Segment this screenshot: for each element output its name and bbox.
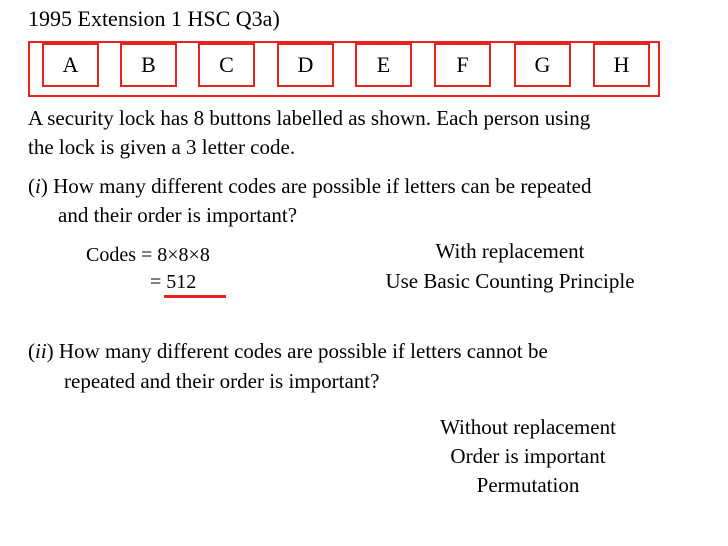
part-i-note-line-1: With replacement xyxy=(435,239,585,263)
part-i-note-line-2: Use Basic Counting Principle xyxy=(385,269,635,293)
lock-button-h[interactable]: H xyxy=(593,43,650,87)
lock-button-e[interactable]: E xyxy=(355,43,412,87)
part-ii-note-line-3: Permutation xyxy=(476,473,580,497)
part-ii-note-line-1: Without replacement xyxy=(440,415,616,439)
part-ii-question-text: How many different codes are possible if letters cannot be xyxy=(53,339,548,363)
page-title: 1995 Extension 1 HSC Q3a) xyxy=(28,6,280,31)
part-i-question-text: How many different codes are possible if letters can be repeated xyxy=(47,174,592,198)
lock-button-g[interactable]: G xyxy=(514,43,571,87)
part-ii-note-line-2: Order is important xyxy=(450,444,606,468)
answer-underline xyxy=(164,295,226,298)
intro-line-2: the lock is given a 3 letter code. xyxy=(28,135,296,159)
part-i-label: i xyxy=(35,174,41,198)
part-ii-label: ii xyxy=(35,339,47,363)
lock-button-a[interactable]: A xyxy=(42,43,99,87)
part-ii-question-line-1: (ii) How many different codes are possible if letters cannot be xyxy=(28,339,548,363)
lock-button-b[interactable]: B xyxy=(120,43,177,87)
part-i-question-line-1: (i) How many different codes are possible if letters can be repeated xyxy=(28,174,592,198)
part-i-working-line-1: Codes = 8×8×8 xyxy=(86,244,210,266)
lock-button-f[interactable]: F xyxy=(434,43,491,87)
part-i-answer: = 512 xyxy=(150,271,197,293)
lock-button-c[interactable]: C xyxy=(198,43,255,87)
lock-button-d[interactable]: D xyxy=(277,43,334,87)
intro-line-1: A security lock has 8 buttons labelled as shown. Each person using xyxy=(28,106,591,130)
part-i-question-line-2: and their order is important? xyxy=(58,203,298,227)
part-ii-question-line-2: repeated and their order is important? xyxy=(64,369,380,393)
